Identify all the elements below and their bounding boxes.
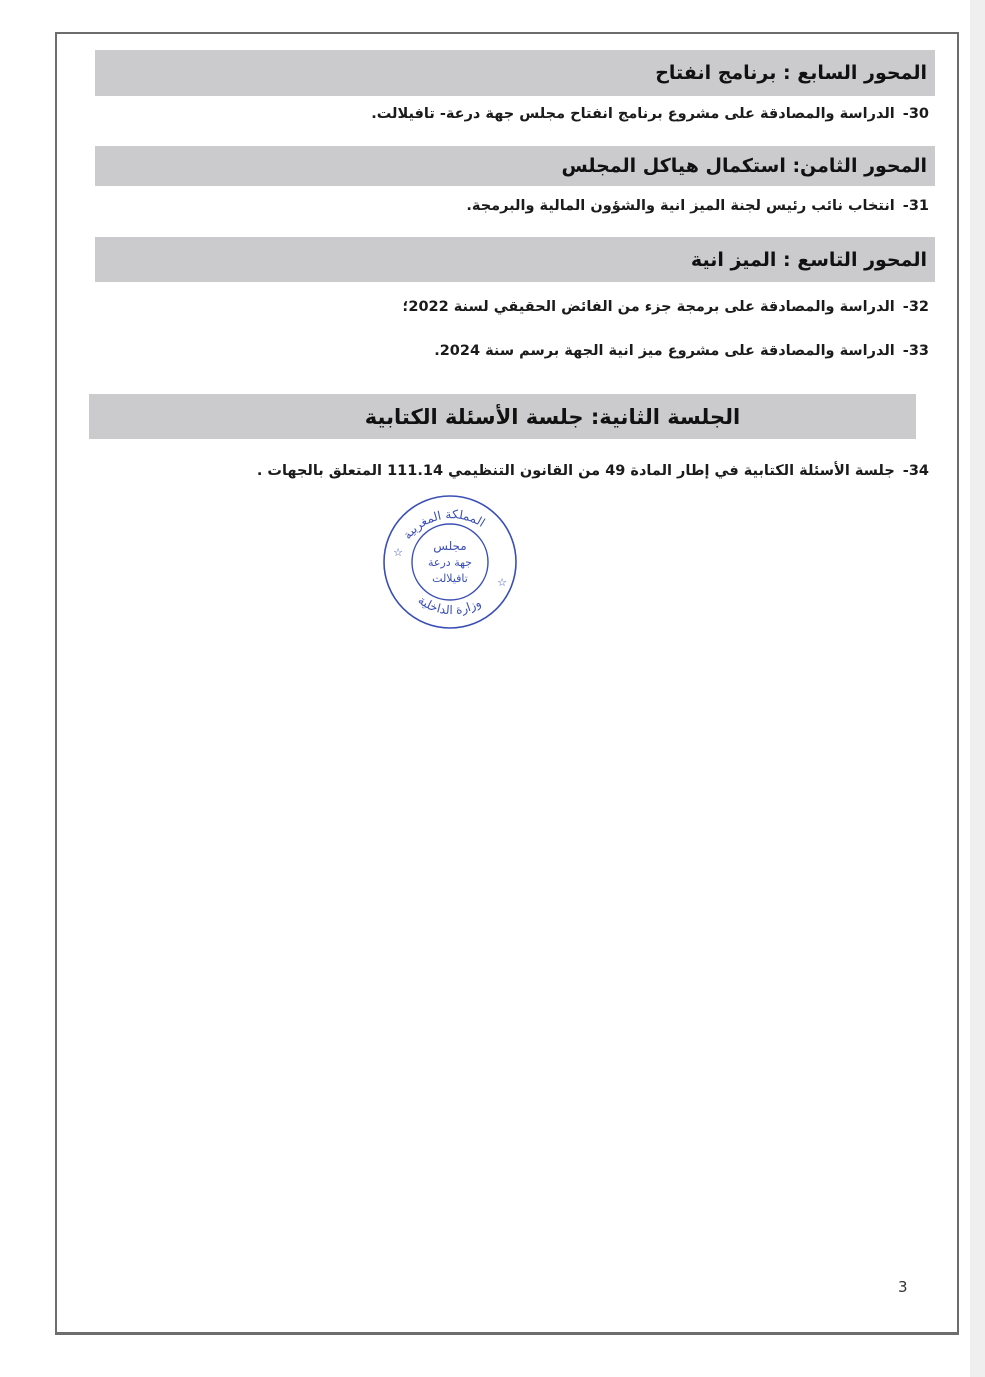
section-header-axis-7 bbox=[95, 50, 935, 96]
page-frame bbox=[55, 32, 959, 1335]
stamp-inner-line-1: مجلس bbox=[433, 539, 467, 553]
stamp-inner-line-2: جهة درعة bbox=[428, 556, 472, 569]
section-title: الجلسة الثانية: جلسة الأسئلة الكتابية bbox=[364, 404, 741, 429]
page-number: 3 bbox=[898, 1278, 908, 1296]
item-number: 30- bbox=[902, 106, 929, 122]
item-text: انتخاب نائب رئيس لجنة الميز انية والشؤون المالية والبرمجة. bbox=[466, 198, 895, 214]
official-stamp bbox=[380, 492, 520, 632]
agenda-item-34 bbox=[257, 463, 929, 479]
star-icon: ☆ bbox=[393, 546, 403, 559]
item-text: الدراسة والمصادقة على برمجة جزء من الفائض الحقيقي لسنة 2022؛ bbox=[402, 299, 895, 315]
stamp-inner-line-3: تافيلالت bbox=[432, 572, 468, 585]
agenda-item-31 bbox=[466, 198, 929, 214]
star-icon: ☆ bbox=[497, 576, 507, 589]
agenda-item-33 bbox=[434, 343, 929, 359]
section-header-axis-9 bbox=[95, 237, 935, 282]
section-title: المحور الثامن: استكمال هياكل المجلس bbox=[561, 155, 927, 177]
scan-edge-strip bbox=[970, 0, 985, 1377]
section-header-axis-8 bbox=[95, 146, 935, 186]
stamp-outer-top-text: المملكة المغربية bbox=[400, 507, 488, 542]
section-title: المحور التاسع : الميز انية bbox=[690, 248, 927, 271]
item-text: الدراسة والمصادقة على مشروع برنامج انفتاح مجلس جهة درعة- تافيلالت. bbox=[371, 106, 895, 122]
item-text: جلسة الأسئلة الكتابية في إطار المادة 49 من القانون التنظيمي 111.14 المتعلق بالجهات . bbox=[256, 463, 895, 479]
item-text: الدراسة والمصادقة على مشروع ميز انية الجهة برسم سنة 2024. bbox=[434, 343, 895, 359]
item-number: 31- bbox=[902, 198, 929, 214]
section-header-second-session bbox=[89, 394, 916, 439]
item-number: 34- bbox=[902, 463, 929, 479]
item-number: 32- bbox=[902, 299, 929, 315]
agenda-item-32 bbox=[403, 299, 929, 315]
section-title: المحور السابع : برنامج انفتاح bbox=[655, 62, 927, 84]
item-number: 33- bbox=[902, 343, 929, 359]
agenda-item-30 bbox=[371, 106, 929, 122]
stamp-outer-bottom-text: وزارة الداخلية bbox=[415, 593, 484, 618]
